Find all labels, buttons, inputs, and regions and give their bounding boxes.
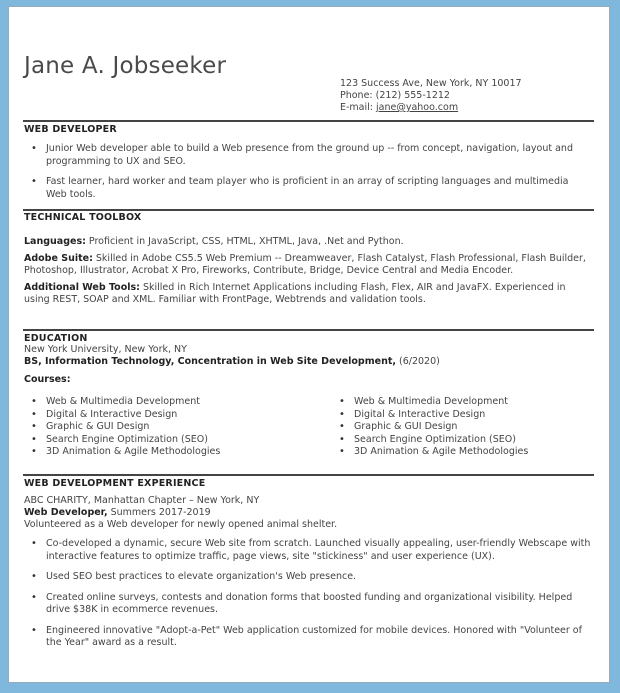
- employer: ABC CHARITY, Manhattan Chapter – New York, NY: [24, 495, 260, 506]
- languages-line: [24, 236, 589, 248]
- courses-label: Courses:: [24, 374, 71, 385]
- list-item: • 3D Animation & Agile Methodologies: [334, 446, 594, 459]
- email-label: E-mail:: [340, 102, 377, 113]
- list-item: • Search Engine Optimization (SEO): [26, 434, 316, 447]
- address: 123 Success Ave, New York, NY 10017: [340, 78, 522, 89]
- adobe-label: Adobe Suite:: [24, 253, 93, 264]
- courses-label-line: [24, 374, 71, 386]
- languages-text: Proficient in JavaScript, CSS, HTML, XHTML, Java, .Net and Python.: [85, 236, 404, 247]
- list-item: • Used SEO best practices to elevate organization's Web presence.: [26, 571, 591, 584]
- role: Web Developer,: [24, 507, 108, 518]
- school: New York University, New York, NY: [24, 344, 187, 355]
- web-tools-label: Additional Web Tools:: [24, 282, 140, 293]
- phone: Phone: (212) 555-1212: [340, 90, 450, 101]
- list-item: • Digital & Interactive Design: [334, 409, 594, 422]
- section-title-toolbox: TECHNICAL TOOLBOX: [24, 212, 142, 223]
- list-item: • Created online surveys, contests and donation forms that boosted funding and organizational visibility. Helped drive $38K in ecommerce revenues.: [26, 592, 591, 617]
- section-title-experience: WEB DEVELOPMENT EXPERIENCE: [24, 478, 206, 489]
- section-divider: [23, 209, 594, 211]
- role-line: [24, 507, 211, 519]
- degree-line: [24, 356, 440, 368]
- experience-bullets: [26, 538, 591, 650]
- adobe-text: Skilled in Adobe CS5.5 Web Premium -- Dreamweaver, Flash Catalyst, Flash Professional, Flash Builder, Photoshop, Illustrator, Acrobat X Pro, Fireworks, Contribute, Bridge, Device Central and Media Encoder.: [24, 253, 586, 276]
- list-item: • Graphic & GUI Design: [26, 421, 316, 434]
- resume-page: [8, 6, 610, 683]
- list-item: • Fast learner, hard worker and team player who is proficient in an array of scripting languages and multimedia Web tools.: [26, 176, 591, 201]
- contact-block: [340, 78, 522, 114]
- section-divider: [23, 474, 594, 476]
- degree: BS, Information Technology, Concentration in Web Site Development,: [24, 356, 396, 367]
- list-item: • Graphic & GUI Design: [334, 421, 594, 434]
- languages-label: Languages:: [24, 236, 86, 247]
- web-tools-line: [24, 282, 589, 306]
- section-divider: [23, 120, 594, 122]
- list-item: • Web & Multimedia Development: [26, 396, 316, 409]
- adobe-line: [24, 253, 589, 277]
- email-link[interactable]: jane@yahoo.com: [376, 102, 459, 113]
- section-title-education: EDUCATION: [24, 333, 88, 344]
- list-item: • Co-developed a dynamic, secure Web site from scratch. Launched visually appealing, user-friendly Webscape with interactive features to optimize traffic, page views, site "stickiness" and user experience (UX).: [26, 538, 591, 563]
- list-item: • Engineered innovative "Adopt-a-Pet" Web application customized for mobile devices. Honored with "Volunteer of the Year" award as a result.: [26, 625, 591, 650]
- web-tools-text: Skilled in Rich Internet Applications including Flash, Flex, AIR and JavaFX. Experienced in using REST, SOAP and XML. Familiar with FrontPage, Webtrends and validation tools.: [24, 282, 566, 305]
- list-item: • 3D Animation & Agile Methodologies: [26, 446, 316, 459]
- section-title-web-developer: WEB DEVELOPER: [24, 124, 117, 135]
- role-summary: Volunteered as a Web developer for newly opened animal shelter.: [24, 519, 338, 530]
- list-item: • Web & Multimedia Development: [334, 396, 594, 409]
- applicant-name: Jane A. Jobseeker: [24, 53, 227, 79]
- list-item: • Junior Web developer able to build a Web presence from the ground up -- from concept, navigation, layout and programming to UX and SEO.: [26, 143, 591, 168]
- list-item: • Search Engine Optimization (SEO): [334, 434, 594, 447]
- list-item: • Digital & Interactive Design: [26, 409, 316, 422]
- web-developer-bullets: [26, 143, 591, 201]
- courses-list-left: [26, 396, 316, 459]
- role-dates: Summers 2017-2019: [107, 507, 211, 518]
- degree-date: (6/2020): [396, 356, 440, 367]
- email-line: [340, 102, 522, 114]
- section-divider: [23, 329, 594, 331]
- courses-list-right: [334, 396, 594, 459]
